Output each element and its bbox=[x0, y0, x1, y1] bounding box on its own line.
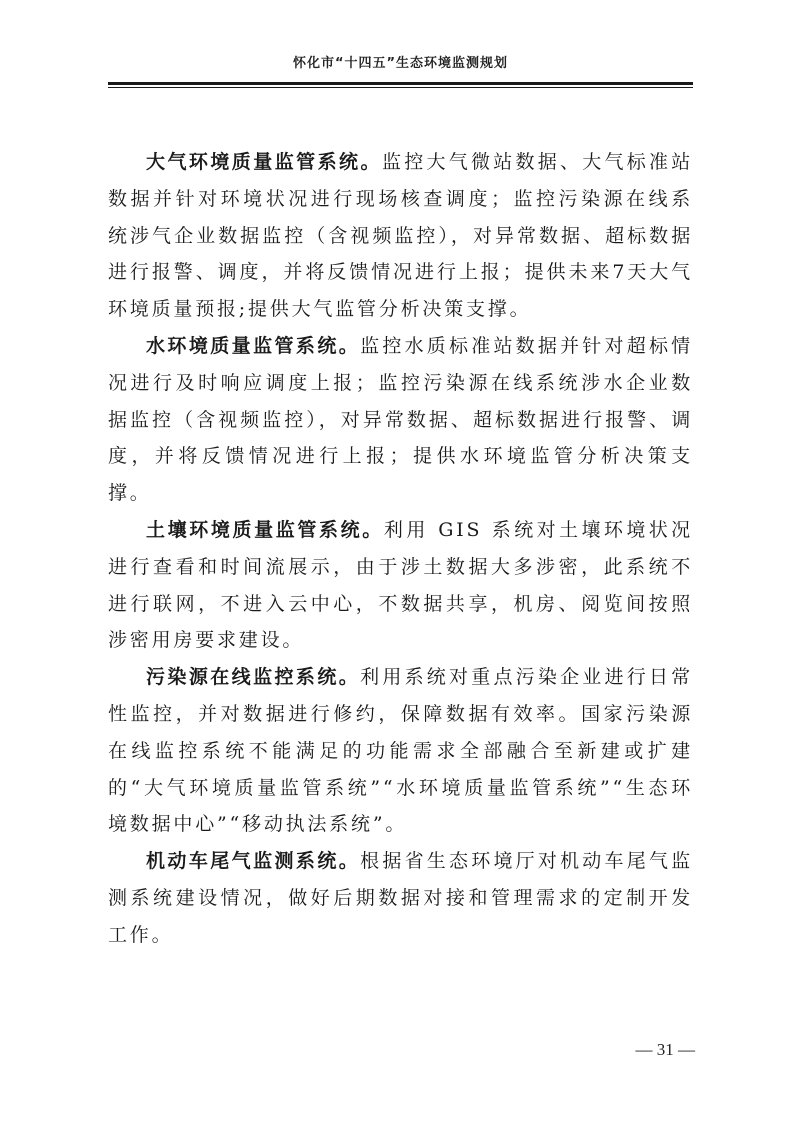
paragraph-text: 监控水质标准站数据并针对超标情况进行及时响应调度上报；监控污染源在线系统涉水企业数据监控（含视频监控），对异常数据、超标数据进行报警、调度，并将反馈情况进行上报；提供水环境监管分析决策支撑。 bbox=[108, 334, 693, 505]
paragraph-lead: 水环境质量监管系统。 bbox=[146, 334, 361, 357]
paragraph-vehicle-exhaust-monitoring bbox=[108, 843, 693, 953]
paragraph-lead: 污染源在线监控系统。 bbox=[146, 666, 361, 689]
paragraph-air-quality-system bbox=[108, 144, 693, 328]
paragraph-pollution-source-monitoring bbox=[108, 659, 693, 843]
document-body bbox=[108, 144, 693, 954]
paragraph-text: 监控大气微站数据、大气标准站数据并针对环境状况进行现场核查调度；监控污染源在线系统涉气企业数据监控（含视频监控），对异常数据、超标数据进行报警、调度，并将反馈情况进行上报；提供未来7天大气环境质量预报;提供大气监管分析决策支撑。 bbox=[108, 151, 693, 321]
paragraph-text: 根据省生态环境厅对机动车尾气监测系统建设情况，做好后期数据对接和管理需求的定制开发工作。 bbox=[108, 850, 693, 946]
paragraph-text: 利用系统对重点污染企业进行日常性监控，并对数据进行修约，保障数据有效率。国家污染源在线监控系统不能满足的功能需求全部融合至新建或扩建的“大气环境质量监管系统”“水环境质量监管系统”“生态环境数据中心”“移动执法系统”。 bbox=[108, 666, 693, 836]
header-rule-thick bbox=[108, 82, 693, 85]
paragraph-text: 利用 GIS 系统对土壤环境状况进行查看和时间流展示，由于涉土数据大多涉密，此系统不进行联网，不进入云中心，不数据共享，机房、阅览间按照涉密用房要求建设。 bbox=[108, 518, 693, 652]
header-rule-thin bbox=[108, 87, 693, 88]
paragraph-lead: 大气环境质量监管系统。 bbox=[146, 151, 382, 173]
paragraph-lead: 机动车尾气监测系统。 bbox=[146, 850, 361, 873]
running-header: 怀化市“十四五”生态环境监测规划 bbox=[292, 56, 509, 71]
paragraph-soil-quality-system bbox=[108, 512, 693, 659]
paragraph-water-quality-system bbox=[108, 328, 693, 512]
paragraph-lead: 土壤环境质量监管系统。 bbox=[146, 518, 384, 541]
page-number: — 31 — bbox=[635, 1040, 695, 1059]
